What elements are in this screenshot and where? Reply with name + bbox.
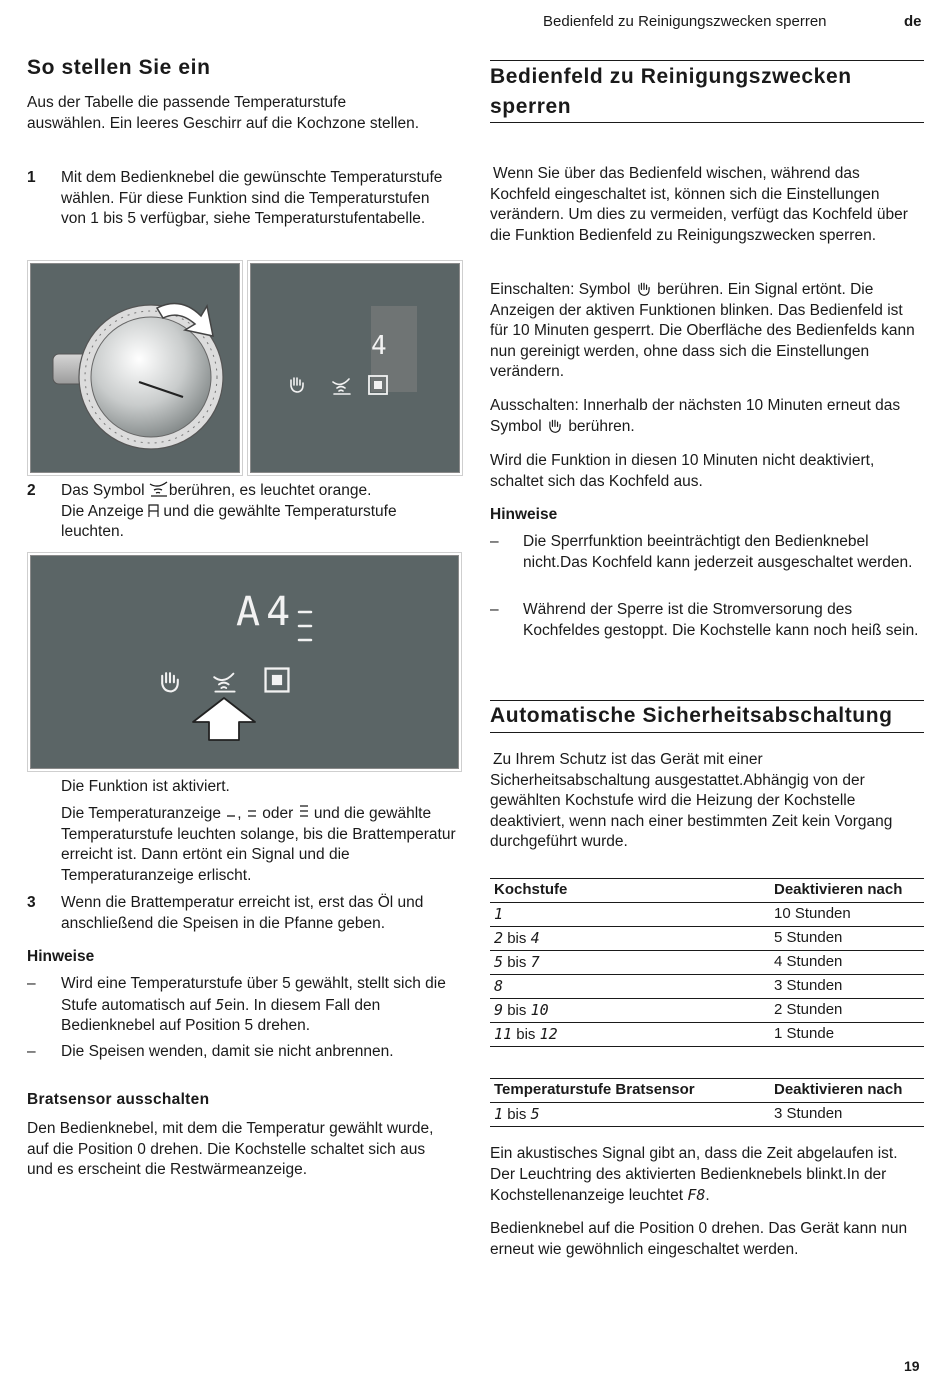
kochstufe-table — [490, 878, 924, 1047]
table-cell-value: 3 Stunden — [770, 975, 924, 999]
table-header-cell: Deaktivieren nach — [770, 879, 924, 903]
heading-sicherheitsabschaltung: Automatische Sicherheitsabschaltung — [490, 704, 893, 727]
table-header-cell: Deaktivieren nach — [770, 1079, 924, 1103]
table-row — [490, 927, 924, 951]
table-cell-level — [490, 999, 770, 1023]
ausschalten-paragraph — [490, 396, 925, 437]
bratsensor-heading: Bratsensor ausschalten — [27, 1091, 210, 1108]
step-1-text: Mit dem Bedienknebel die gewünschte Temperaturstufe wählen. Für diese Funktion sind die Temperaturstufen von 1 bis 5 verfügbar, siehe Temperaturstufentabelle. — [61, 169, 443, 227]
level-sep: bis — [507, 1001, 527, 1019]
heading-so-stellen-sie-ein: So stellen Sie ein — [27, 56, 211, 79]
table-cell-level — [490, 1023, 770, 1047]
einschalten-text-b: berühren. Ein Signal ertönt. Die Anzeigen der aktiven Funktionen blinken. Das Bedienfeld ist für 10 Minuten gesperrt. Die Oberfläche des Bedienfelds kann nun gereinigt werden, ohne dass sich die Einstellungen verändern. — [490, 281, 915, 380]
level-digit: 7 — [530, 952, 540, 971]
table-cell-value: 1 Stunde — [770, 1023, 924, 1047]
step-2-text-c: Die Anzeige — [61, 502, 144, 520]
ausschalten-text-a: Ausschalten: Innerhalb der nächsten 10 Minuten erneut das Symbol — [490, 397, 901, 435]
boost-square-icon-large — [263, 666, 291, 694]
level-digit: 11 — [494, 1024, 513, 1043]
temp-level-3-glyph — [298, 804, 310, 818]
table-cell-value: 10 Stunden — [770, 903, 924, 927]
lock-intro-paragraph: Wenn Sie über das Bedienfeld wischen, während das Kochfeld eingeschaltet ist, können sich die Einstellungen verändern. Um dies zu vermeiden, verfügt das Kochfeld über die Funktion Bedienfeld zu Reinigungszwecken sperren. — [490, 165, 908, 244]
heading-rule-bottom — [490, 122, 924, 123]
einschalten-paragraph — [490, 280, 925, 383]
tempdisp-or: oder — [262, 805, 294, 822]
table-row — [490, 903, 924, 927]
dash: – — [490, 601, 499, 618]
running-header-title: Bedienfeld zu Reinigungszwecken sperren — [543, 13, 827, 30]
level-digit: 5 — [530, 1104, 540, 1123]
table-header-cell: Kochstufe — [490, 879, 770, 903]
table-cell-level — [490, 951, 770, 975]
step-2-text — [61, 481, 457, 543]
table-cell-level — [490, 903, 770, 927]
level-digit: 1 — [494, 904, 504, 923]
table-cell-value: 3 Stunden — [770, 1103, 924, 1127]
tempdisp-sep: , — [237, 805, 242, 822]
note-left-1-text-b: ein. In diesem Fall den Bedienknebel auf Position 5 drehen. — [61, 996, 381, 1034]
table-cell-level — [490, 975, 770, 999]
bratsensor-table — [490, 1078, 924, 1127]
table-row — [490, 999, 924, 1023]
display-panel-large — [30, 555, 459, 769]
arrow-up-icon — [191, 696, 257, 742]
signal-text-a: Ein akustisches Signal gibt an, dass die Zeit abgelaufen ist. Der Leuchtring des aktivierten Bedienknebels blinkt.In der Kochstellenanzeige leuchtet — [490, 1145, 898, 1204]
table-header-row — [490, 1079, 924, 1103]
ausschalten-text-b: berühren. — [568, 417, 635, 435]
table-row — [490, 1103, 924, 1127]
error-code: F8 — [687, 1186, 706, 1204]
note-right-2 — [490, 600, 925, 641]
step-3 — [27, 893, 467, 934]
table-cell-value: 2 Stunden — [770, 999, 924, 1023]
hand-lock-icon-inline — [546, 417, 564, 434]
signal-text-b: . — [705, 1187, 710, 1204]
step-1 — [27, 168, 457, 230]
einschalten-text-a: Einschalten: Symbol — [490, 281, 631, 298]
table-header-row — [490, 879, 924, 903]
table-row — [490, 1023, 924, 1047]
heading-rule-top — [490, 60, 924, 61]
level-digit: 8 — [494, 976, 504, 995]
level-digit: 4 — [530, 928, 540, 947]
step-3-text: Wenn die Brattemperatur erreicht ist, erst das Öl und anschließend die Speisen in die Pfanne geben. — [61, 894, 424, 932]
level-sep: bis — [507, 953, 527, 971]
hand-lock-icon — [287, 374, 307, 394]
signal-paragraph — [490, 1144, 922, 1207]
step-2-text-b: berühren, es leuchtet orange. — [168, 482, 372, 499]
level-sep: bis — [507, 929, 527, 947]
display-a-glyph — [148, 503, 159, 518]
step-2 — [27, 481, 457, 543]
intro-paragraph: Aus der Tabelle die passende Temperaturstufe auswählen. Ein leeres Geschirr auf die Kochzone stellen. — [27, 94, 420, 132]
level-sep: bis — [516, 1025, 536, 1043]
note-left-1-text — [61, 974, 467, 1037]
frying-sensor-icon — [331, 376, 353, 396]
hand-lock-icon-large — [157, 668, 183, 694]
step-2-text-d: und die gewählte Temperaturstufe leuchten. — [61, 502, 397, 540]
page-number: 19 — [904, 1358, 920, 1374]
level-digit: 10 — [530, 1000, 549, 1019]
temp-level-1-glyph — [225, 804, 237, 818]
heading2-rule-bottom — [490, 732, 924, 733]
note-left-1-digit: 5 — [215, 995, 225, 1014]
restart-paragraph: Bedienknebel auf die Position 0 drehen. Das Gerät kann nun erneut wie gewöhnlich eingeschaltet werden. — [490, 1220, 908, 1258]
note-left-1 — [27, 974, 467, 1037]
knob-illustration — [30, 263, 240, 473]
boost-square-icon — [367, 374, 389, 396]
note-left-1-text-a: Wird eine Temperaturstufe über 5 gewählt, stellt sich die Stufe automatisch auf — [61, 975, 446, 1014]
level-digit: 9 — [494, 1000, 504, 1019]
safety-paragraph: Zu Ihrem Schutz ist das Gerät mit einer Sicherheitsabschaltung ausgestattet.Abhängig von der gewählten Kochstufe wird die Heizung der Kochstelle deaktiviert, wenn nach einer bestimmten Zeit kein Vorgang durchgeführt wurde. — [490, 751, 893, 850]
bratsensor-paragraph: Den Bedienknebel, mit dem die Temperatur gewählt wurde, auf die Position 0 drehen. Die Kochstelle schaltet sich aus und es erscheint die Restwärmeanzeige. — [27, 1120, 434, 1178]
language-tag: de — [904, 13, 922, 30]
function-activated-text: Die Funktion ist aktiviert. — [61, 778, 230, 795]
note-right-1 — [490, 532, 925, 573]
temp-level-2-glyph — [246, 804, 258, 818]
level-sep: bis — [507, 1105, 527, 1123]
small-display-digit: 4 — [371, 331, 387, 361]
dash: – — [27, 1043, 36, 1060]
table-cell-value: 5 Stunden — [770, 927, 924, 951]
step-3-number: 3 — [27, 894, 36, 911]
table-cell-level — [490, 1103, 770, 1127]
step-2-text-a: Das Symbol — [61, 482, 145, 499]
table-cell-value: 4 Stunden — [770, 951, 924, 975]
dash: – — [27, 975, 36, 992]
hand-lock-icon-inline — [635, 280, 653, 297]
display-panel-small-svg — [251, 264, 459, 472]
knob-svg — [31, 264, 239, 472]
dash: – — [490, 533, 499, 550]
level-digit: 12 — [539, 1024, 558, 1043]
temperature-indicator-bars — [295, 606, 315, 646]
table-row — [490, 975, 924, 999]
tempdisp-text-a: Die Temperaturanzeige — [61, 805, 221, 822]
level-digit: 2 — [494, 928, 504, 947]
temperature-display-paragraph — [61, 804, 461, 886]
heading-bedienfeld-sperren: Bedienfeld zu Reinigungszwecken sperren — [490, 65, 852, 118]
note-right-1-text: Die Sperrfunktion beeinträchtigt den Bedienknebel nicht.Das Kochfeld kann jederzeit ausgeschaltet werden. — [523, 533, 913, 571]
auto-off-paragraph: Wird die Funktion in diesen 10 Minuten nicht deaktiviert, schaltet sich das Kochfeld aus. — [490, 452, 875, 490]
frying-sensor-icon-inline — [149, 481, 169, 497]
level-digit: 5 — [494, 952, 504, 971]
table-header-cell: Temperaturstufe Bratsensor — [490, 1079, 770, 1103]
hinweise-heading-right: Hinweise — [490, 506, 558, 523]
note-right-2-text: Während der Sperre ist die Stromversorung des Kochfeldes gestoppt. Die Kochstelle kann noch heiß sein. — [523, 601, 919, 639]
level-digit: 1 — [494, 1104, 504, 1123]
note-left-2-text: Die Speisen wenden, damit sie nicht anbrennen. — [61, 1043, 394, 1060]
large-display-code: A4 — [236, 589, 297, 635]
table-row — [490, 951, 924, 975]
tempdisp-text-b: und die gewählte Temperaturstufe leuchten solange, bis die Brattemperatur erreicht ist. Dann ertönt ein Signal und die Temperaturanzeige erlischt. — [61, 805, 456, 884]
note-left-2 — [27, 1042, 467, 1063]
frying-sensor-icon-large — [211, 670, 239, 694]
step-2-number: 2 — [27, 482, 36, 499]
hinweise-heading-left: Hinweise — [27, 948, 95, 965]
display-panel-small — [250, 263, 460, 473]
table-cell-level — [490, 927, 770, 951]
step-1-number: 1 — [27, 169, 36, 186]
